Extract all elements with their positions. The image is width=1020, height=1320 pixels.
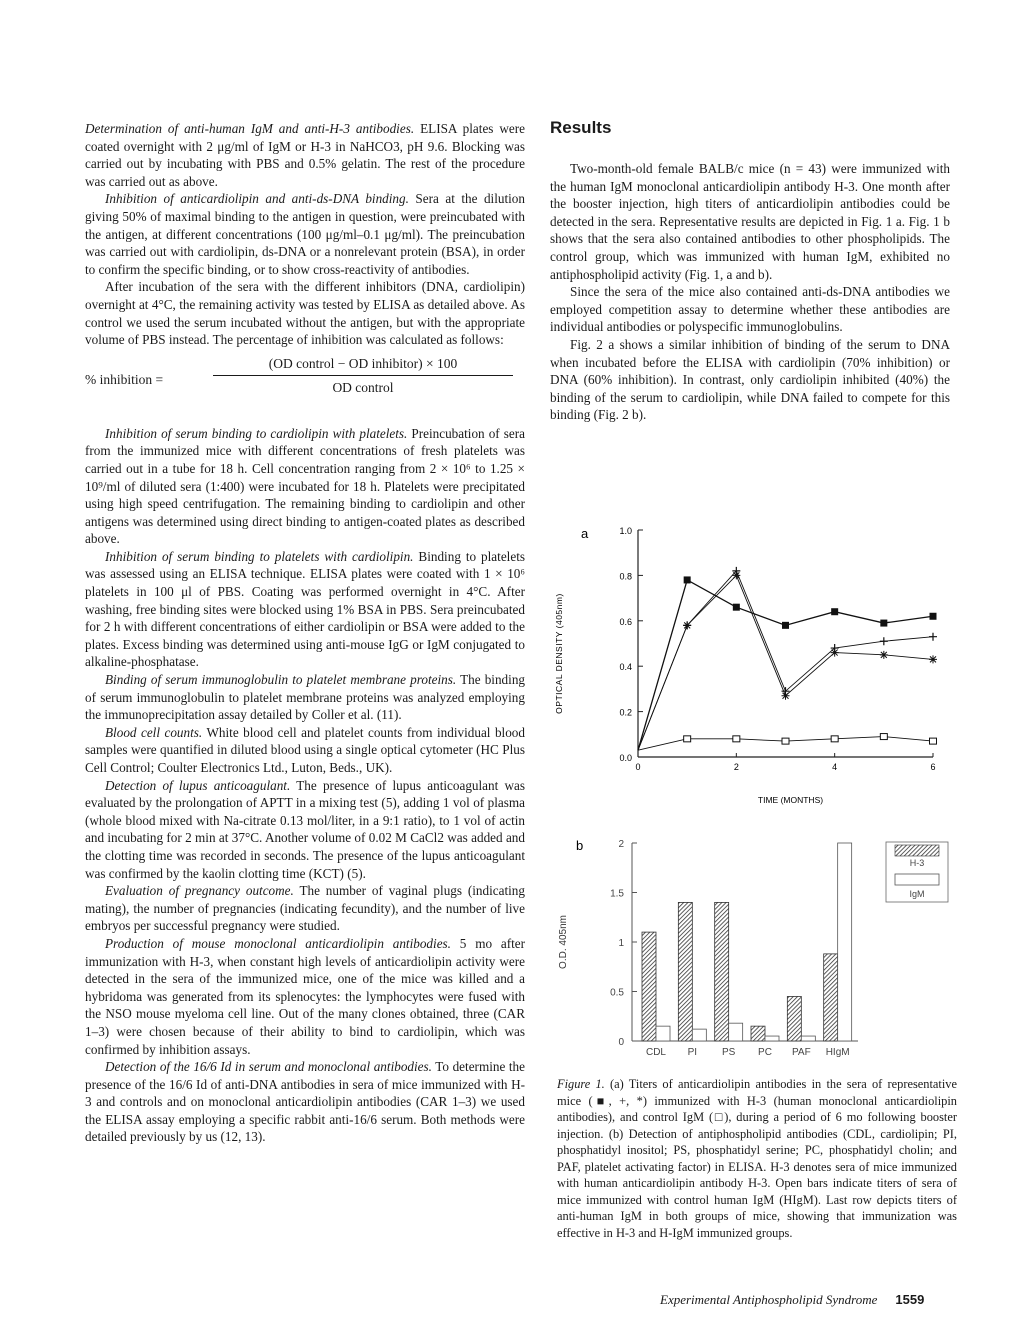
paragraph — [85, 278, 525, 348]
paragraph-title: Inhibition of serum binding to cardiolipin with platelets. — [105, 425, 408, 441]
data-point — [880, 637, 888, 645]
bar-h3 — [678, 902, 692, 1041]
paragraph — [85, 777, 525, 883]
data-point — [733, 736, 740, 742]
methods-column — [85, 120, 525, 1146]
paragraph-text: Preincubation of sera from the immunized mice with different concentrations of fresh platelets was carried out in a tube for 18 h. Cell concentration ranging from 2 × 10⁶ to 1.25 × 10⁹/ml of diluted sera (1:400) were incubated for 18 h. Platelets were precipitated using high speed centrifugation. The remaining binding to cardiolipin and other antigens was determined using direct binding to antigen-coated plates as described above. — [85, 425, 525, 547]
category-label: PAF — [791, 1047, 811, 1058]
data-point — [733, 604, 740, 611]
data-point — [929, 633, 937, 641]
data-series — [638, 576, 937, 750]
category-label: CDL — [645, 1047, 667, 1058]
y-tick-label: 0.5 — [610, 987, 624, 999]
data-point — [684, 736, 691, 742]
paragraph — [85, 671, 525, 724]
y-tick-label: 1.0 — [619, 526, 632, 536]
bar-igm — [838, 843, 852, 1041]
paragraph-title: Blood cell counts. — [105, 724, 203, 740]
legend — [886, 842, 948, 902]
category-label: HIgM — [825, 1047, 850, 1058]
category-label: PI — [687, 1047, 698, 1058]
bar-igm — [692, 1029, 706, 1041]
paragraph — [85, 120, 525, 190]
paragraph — [85, 724, 525, 777]
data-series — [638, 734, 937, 751]
data-point — [930, 613, 937, 620]
data-point — [880, 651, 888, 659]
chart-panel-b — [558, 838, 948, 1058]
figure-1 — [548, 520, 968, 1070]
figure-caption — [557, 1076, 957, 1241]
bar-h3 — [715, 902, 729, 1041]
x-tick-label: 4 — [832, 762, 838, 772]
x-tick-label: 0 — [635, 762, 641, 772]
paragraph-title: Detection of lupus anticoagulant. — [105, 777, 291, 793]
paragraph-title: Determination of anti-human IgM and anti-H-3 antibodies. — [85, 121, 415, 136]
y-axis-label: O.D. 405nm — [558, 915, 569, 969]
paragraph-text: 5 mo after immunization with H-3, when constant high levels of anticardiolipin activity were detected in the sera of the immunized mice, one of the mice was killed and a hybridoma was generated from its splenocytes: the lymphocytes were fused with the NSO mouse myeloma cell line. Out of the many clones obtained, three (CAR 1–3) were chosen because of their ability to bind to cardiolipin, which was confirmed by inhibition assays. — [85, 935, 525, 1057]
bar-igm — [656, 1026, 670, 1041]
paragraph — [85, 882, 525, 935]
legend-label-h3: H-3 — [909, 858, 925, 868]
paragraph-title: Binding of serum immunoglobulin to platelet membrane proteins. — [105, 672, 457, 688]
paragraph-text: After incubation of the sera with the different inhibitors (DNA, cardiolipin) overnight at 4°C, the remaining activity was tested by ELISA as detailed above. As control we used the serum incubated without the antigen, but with the appropriate volume of PBS instead. The percentage of inhibition was calculated as follows: — [85, 279, 525, 348]
paragraph: Two-month-old female BALB/c mice (n = 43) were immunized with the human IgM monoclonal anticardiolipin antibody H-3. One month after the booster injection, high titers of anticardiolipin antibodies could be detected in the sera. Representative results are depicted in Fig. 1 a. Fig. 1 b shows that the sera also contained antibodies to other phospholipids. The control group, which was immunized with human IgM, exhibited no antiphospholipid activity (Fig. 1, a and b). — [550, 161, 950, 282]
bar-igm — [729, 1023, 743, 1041]
paragraph-title: Inhibition of serum binding to platelets with cardiolipin. — [105, 548, 414, 564]
y-tick-label: 1 — [618, 938, 624, 949]
category-label: PS — [721, 1047, 736, 1058]
data-series — [638, 571, 937, 750]
y-tick-label: 0.2 — [619, 707, 632, 718]
y-tick-label: 0.8 — [619, 571, 632, 582]
bar-h3 — [751, 1026, 765, 1041]
data-point — [782, 738, 789, 744]
y-tick-label: 0.0 — [619, 753, 632, 763]
data-point — [831, 736, 838, 742]
data-point — [880, 620, 887, 627]
caption-lead: Figure 1. — [557, 1077, 605, 1091]
data-point — [831, 649, 839, 657]
bar-h3 — [787, 996, 801, 1041]
series-line — [638, 580, 933, 750]
y-tick-label: 0 — [618, 1037, 624, 1048]
paragraph-text: The presence of lupus anticoagulant was evaluated by the prolongation of APTT in a mixing test (5), adding 1 vol of plasma (whole blood mixed with Na-citrate 0.13 mol/liter, in a 9:1 ratio), to 1 vol of actin and incubating for 2 min at 37°C. Another volume of 0.02 M CaCl2 was added and the clotting time was recorded in seconds. The presence of the lupus anticoagulant was confirmed by the kaolin clotting time (KCT) (5). — [85, 777, 526, 881]
data-point — [732, 571, 740, 579]
formula-numerator: (OD control − OD inhibitor) × 100 — [268, 355, 458, 371]
fraction-bar — [213, 375, 513, 376]
chart-panel-a — [554, 526, 937, 805]
paragraph-title: Inhibition of anticardiolipin and anti-ds-DNA binding. — [105, 191, 409, 207]
caption-text: (a) Titers of anticardiolipin antibodies in the sera of representative mice (■, +, *) immunized with H-3 (human monoclonal anticardiolipin antibodies), and control IgM (□), during a period of 6 mo following booster injection. (b) Detection of antiphospholipid antibodies (CDL, cardiolipin; PI, phosphatidyl inositol; PS, phosphatidyl serine; PC, phosphatidyl cholin; and PAF, platelet activating factor) in ELISA. H-3 denotes sera of mice immunized with human anticardiolipin antibody H-3. Open bars indicate titers of sera of mice immunized with control human IgM (HIgM). Last row depicts titers of anti-human IgM in both groups of mice, showing that immunization was effective in H-3 and H-IgM immunized groups. — [557, 1077, 957, 1240]
panel-label: b — [576, 838, 584, 853]
legend-swatch-h3 — [895, 845, 939, 856]
paragraph-text: ELISA plates were coated overnight with 2 μg/ml of IgM or H-3 in NaHCO3, pH 9.6. Blocking was carried out by incubating with PBS and 0.5% gelatin. The rest of the procedure was carried out as above. — [85, 121, 526, 189]
y-tick-label: 2 — [618, 839, 624, 850]
paragraph — [85, 425, 525, 548]
bar-h3 — [824, 954, 838, 1041]
data-point — [782, 692, 790, 700]
paragraph: Since the sera of the mice also contained anti-ds-DNA antibodies we employed competition assay to determine whether these antibodies are individual antibodies or polyspecific immunoglobulins. — [550, 284, 950, 335]
data-point — [831, 608, 838, 615]
inhibition-formula — [85, 355, 525, 415]
paragraph-title: Evaluation of pregnancy outcome. — [105, 883, 294, 899]
legend-swatch-igm — [895, 874, 939, 885]
formula-lhs: % inhibition = — [85, 371, 164, 387]
paragraph-title: Detection of the 16/6 Id in serum and monoclonal antibodies. — [105, 1059, 432, 1075]
page-footer — [660, 1292, 924, 1308]
paragraph — [85, 935, 525, 1058]
data-point — [930, 738, 937, 744]
y-tick-label: 1.5 — [610, 888, 624, 900]
data-point — [684, 576, 691, 583]
results-column — [550, 160, 950, 424]
paragraph-text: White blood cell and platelet counts from individual blood samples were quantified in diluted blood using a single optical cytometer (HC Plus Cell Control; Coulter Electronics Ltd., Luton, Beds., UK). — [85, 724, 525, 775]
bar-igm — [801, 1036, 815, 1041]
paragraph-text: Sera at the dilution giving 50% of maximal binding to the antigen in question, were preincubated with the antigen, at different concentrations (100 μg/ml–0.1 μg/ml). The preincubation was carried out with cardiolipin, ds-DNA or a nonrelevant protein (BSA), in order to confirm the specific binding, or to show cross-reactivity of antibodies. — [85, 191, 525, 277]
paragraph — [85, 190, 525, 278]
x-axis-label: TIME (MONTHS) — [757, 795, 824, 805]
bar-igm — [765, 1036, 779, 1041]
paragraph-text: The binding of serum immunoglobulin to platelet membrane proteins was analyzed employing the immunoprecipitation assay detailed by Coller et al. (11). — [85, 672, 526, 723]
paragraph-text: Binding to platelets was assessed using an ELISA technique. ELISA plates were coated with 1 × 10⁶ platelets in 100 μl of PBS. Coating was performed overnight in 4°C. After washing, free binding sites were blocked using 1% BSA in PBS. Sera preincubated for 2 h with different concentrations of either cardiolipin or BSA were added to the plates. Excess binding was determined using anti-mouse IgG or IgM conjugated to alkaline-phosphatase. — [85, 548, 525, 670]
series-line — [638, 575, 933, 750]
paragraph — [85, 548, 525, 671]
paragraph-text: To determine the presence of the 16/6 Id of anti-DNA antibodies in sera of mice immunized with H-3 and controls and on monoclonal anticardiolipin antibodies (CAR 1–3) we used the ELISA assay employing a specific rabbit anti-16/6 serum. Both methods were detailed previously by us (12, 13). — [85, 1059, 525, 1145]
category-label: PC — [758, 1047, 772, 1058]
results-heading: Results — [550, 118, 612, 137]
x-tick-label: 2 — [733, 762, 739, 772]
data-point — [683, 621, 691, 629]
paragraph — [85, 1058, 525, 1146]
paragraph: Fig. 2 a shows a similar inhibition of binding of the serum to DNA when incubated before the ELISA with cardiolipin (70% inhibition) or DNA (60% inhibition). In contrast, only cardiolipin inhibited (40%) the binding of the serum to cardiolipin, while DNA failed to compete for this binding (Fig. 2 b). — [550, 336, 950, 423]
formula-denominator: OD control — [332, 379, 394, 395]
panel-label: a — [581, 526, 589, 541]
legend-label-igm: IgM — [909, 889, 925, 899]
running-title: Experimental Antiphospholipid Syndrome — [660, 1292, 878, 1307]
y-tick-label: 0.6 — [619, 616, 632, 627]
y-axis-label: OPTICAL DENSITY (405nm) — [554, 593, 564, 714]
bar-h3 — [642, 932, 656, 1041]
y-tick-label: 0.4 — [619, 662, 632, 673]
data-point — [880, 734, 887, 740]
x-tick-label: 6 — [930, 762, 936, 772]
paragraph-text: The number of vaginal plugs (indicating mating), the number of pregnancies (indicating fecundity), and the number of live embryos per successful pregnancy were studied. — [85, 883, 525, 934]
data-point — [929, 655, 937, 663]
data-point — [782, 622, 789, 629]
page-number: 1559 — [895, 1292, 925, 1307]
figure-svg — [548, 520, 968, 1070]
paragraph-title: Production of mouse monoclonal anticardiolipin antibodies. — [105, 935, 451, 951]
